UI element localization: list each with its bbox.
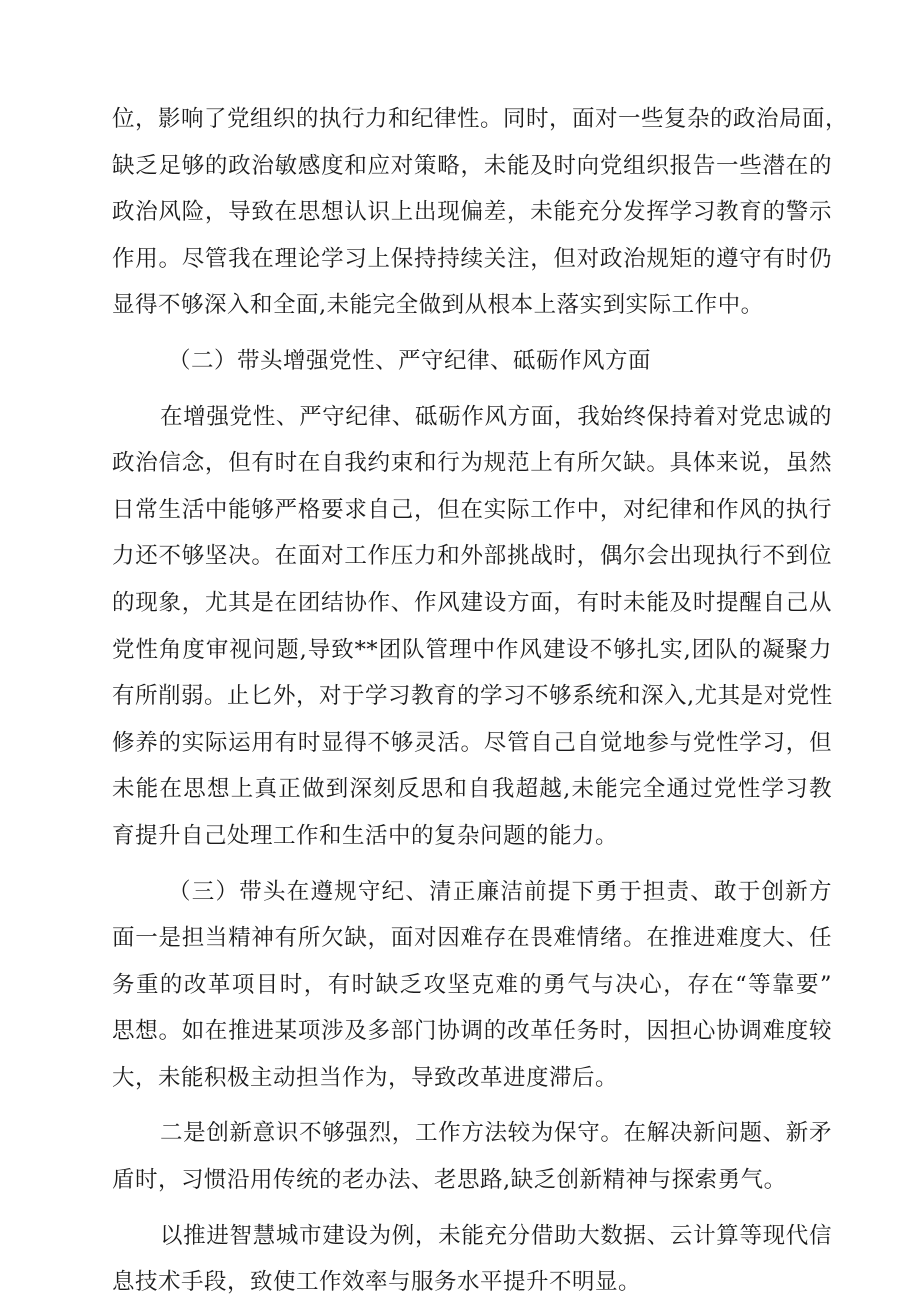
paragraph-line: 大，未能积极主动担当作为，导致改革进度滞后。: [112, 1064, 619, 1091]
paragraph-gap: [112, 385, 832, 394]
paragraph-line: 以推进智慧城市建设为例，未能充分借助大数据、云计算等现代信: [160, 1222, 832, 1249]
paragraph-line: 的现象，尤其是在团结协作、作风建设方面，有时未能及时提醒自己从: [112, 589, 832, 616]
paragraph-line: 政治风险，导致在思想认识上出现偏差，未能充分发挥学习教育的警示: [112, 199, 832, 226]
paragraph-line: 盾时，习惯沿用传统的老办法、老思路,缺乏创新精神与探索勇气。: [112, 1167, 787, 1194]
paragraph-section-2: [112, 394, 832, 860]
paragraph-line: 未能在思想上真正做到深刻反思和自我超越,未能完全通过党性学习教: [112, 776, 832, 803]
paragraph-line: 显得不够深入和全面,未能完全做到从根本上落实到实际工作中。: [112, 292, 764, 319]
paragraph-line: 育提升自己处理工作和生活中的复杂问题的能力。: [112, 822, 619, 849]
paragraph-line: 力还不够坚决。在面对工作压力和外部挑战时，偶尔会出现执行不到位: [112, 543, 832, 570]
paragraph-line: 面一是担当精神有所欠缺，面对因难存在畏难情绪。在推进难度大、任: [112, 925, 832, 952]
paragraph-line: 位，影响了党组织的执行力和纪律性。同时，面对一些复杂的政治局面，: [112, 106, 849, 132]
paragraph-continuation: [112, 96, 849, 329]
paragraph-line: 在增强党性、严守纪律、砥砺作风方面，我始终保持着对党忠诚的: [160, 403, 832, 430]
paragraph-line: 作用。尽管我在理论学习上保持持续关注，但对政治规矩的遵守有时仍: [112, 245, 832, 272]
paragraph-line: （三）带头在遵规守纪、清正廉洁前提下勇于担责、敢于创新方: [168, 878, 832, 905]
paragraph-line: 二是创新意识不够强烈，工作方法较为保守。在解决新问题、新矛: [160, 1120, 832, 1147]
paragraph-line: 思想。如在推进某项涉及多部门协调的改革任务时，因担心协调难度较: [112, 1018, 832, 1045]
paragraph-gap: [112, 1204, 832, 1213]
section-heading-2: [112, 338, 832, 385]
paragraph-line: 政治信念，但有时在自我约束和行为规范上有所欠缺。具体来说，虽然: [112, 450, 832, 477]
paragraph-line: 务重的改革项目时，有时缺乏攻坚克难的勇气与决心，存在“等靠要”: [112, 971, 832, 998]
paragraph-line: 党性角度审视问题,导致**团队管理中作风建设不够扎实,团队的凝聚力: [112, 636, 832, 663]
paragraph-gap: [112, 860, 832, 869]
paragraph-line: 缺乏足够的政治敏感度和应对策略，未能及时向党组织报告一些潜在的: [112, 152, 832, 179]
section-heading-text: （二）带头增强党性、严守纪律、砥砺作风方面: [168, 347, 652, 374]
paragraph-example: [112, 1213, 832, 1306]
paragraph-line: 有所削弱。止匕外，对于学习教育的学习不够系统和深入,尤其是对党性: [112, 683, 833, 710]
paragraph-line: 息技术手段，致使工作效率与服务水平提升不明显。: [112, 1269, 642, 1296]
document-body: [112, 96, 849, 1306]
paragraph-gap: [112, 1101, 832, 1110]
paragraph-line: 日常生活中能够严格要求自己，但在实际工作中，对纪律和作风的执行: [112, 496, 832, 523]
paragraph-innovation: [112, 1110, 832, 1203]
paragraph-line: 修养的实际运用有时显得不够灵活。尽管自己自觉地参与党性学习，但: [112, 729, 832, 756]
paragraph-section-3: [112, 869, 832, 1102]
paragraph-gap: [112, 329, 832, 338]
